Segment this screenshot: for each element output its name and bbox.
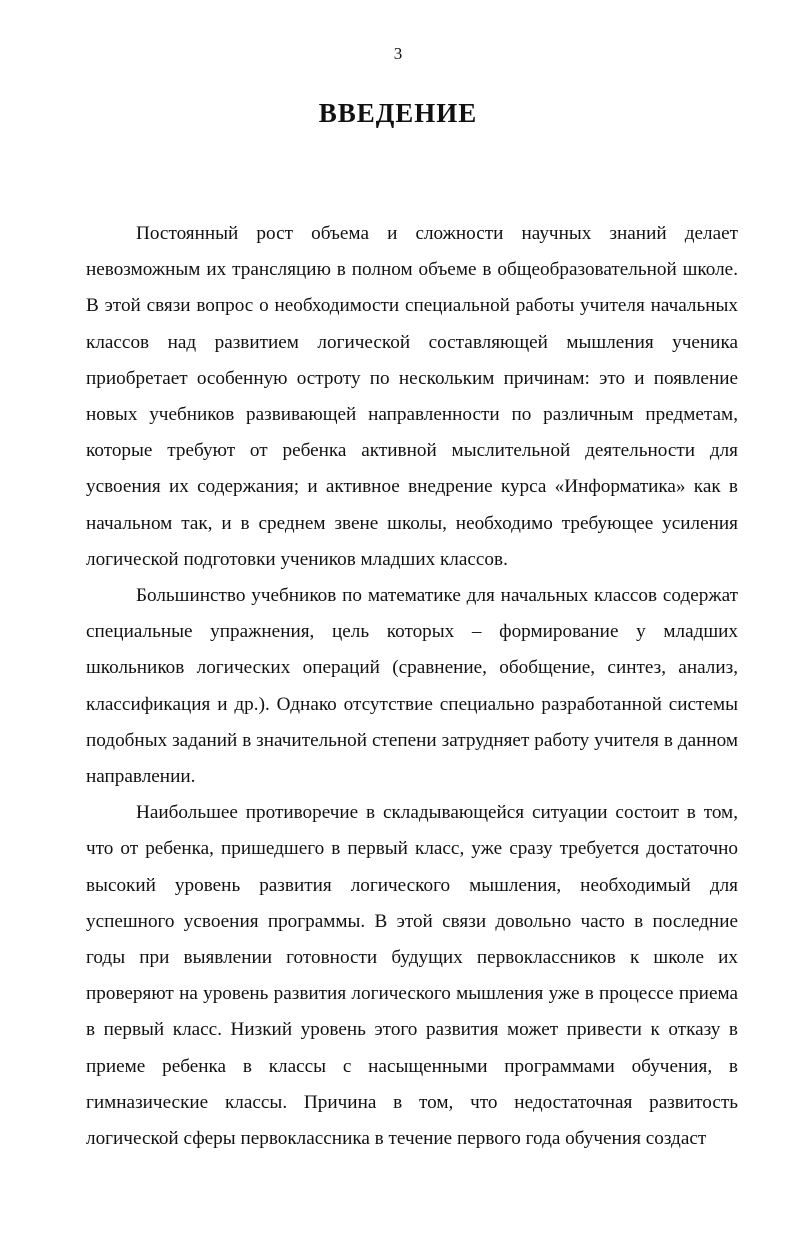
- paragraph-textbooks: Большинство учебников по математике для начальных классов содержат специальные упражнения, цель которых – формирование у младших школьников логических операций (сравнение, обобщение, синтез, анализ, классификация и др.). Однако отсутствие специально разработанной системы подобных заданий в значительной степени затрудняет работу учителя в данном направлении.: [86, 585, 738, 788]
- body-text: [86, 216, 738, 1157]
- paragraph-contradiction: Наибольшее противоречие в складывающейся ситуации состоит в том, что от ребенка, пришедшего в первый класс, уже сразу требуется достаточно высокий уровень развития логического мышления, необходимый для успешного усвоения программы. В этой связи довольно часто в последние годы при выявлении готовности будущих первоклассников к школе их проверяют на уровень развития логического мышления уже в процессе приема в первый класс. Низкий уровень этого развития может привести к отказу в приеме ребенка в классы с насыщенными программами обучения, в гимназические классы. Причина в том, что недостаточная развитость логической сферы первоклассника в течение первого года обучения создаст: [86, 802, 738, 1150]
- paragraph-intro: Постоянный рост объема и сложности научных знаний делает невозможным их трансляцию в полном объеме в общеобразовательной школе. В этой связи вопрос о необходимости специальной работы учителя начальных классов над развитием логической составляющей мышления ученика приобретает особенную остроту по нескольким причинам: это и появление новых учебников развивающей направленности по различным предметам, которые требуют от ребенка активной мыслительной деятельности для усвоения их содержания; и активное внедрение курса «Информатика» как в начальном так, и в среднем звене школы, необходимо требующее усиления логической подготовки учеников младших классов.: [86, 223, 738, 570]
- page-number: 3: [393, 44, 403, 63]
- page-title: ВВЕДЕНИЕ: [318, 98, 478, 128]
